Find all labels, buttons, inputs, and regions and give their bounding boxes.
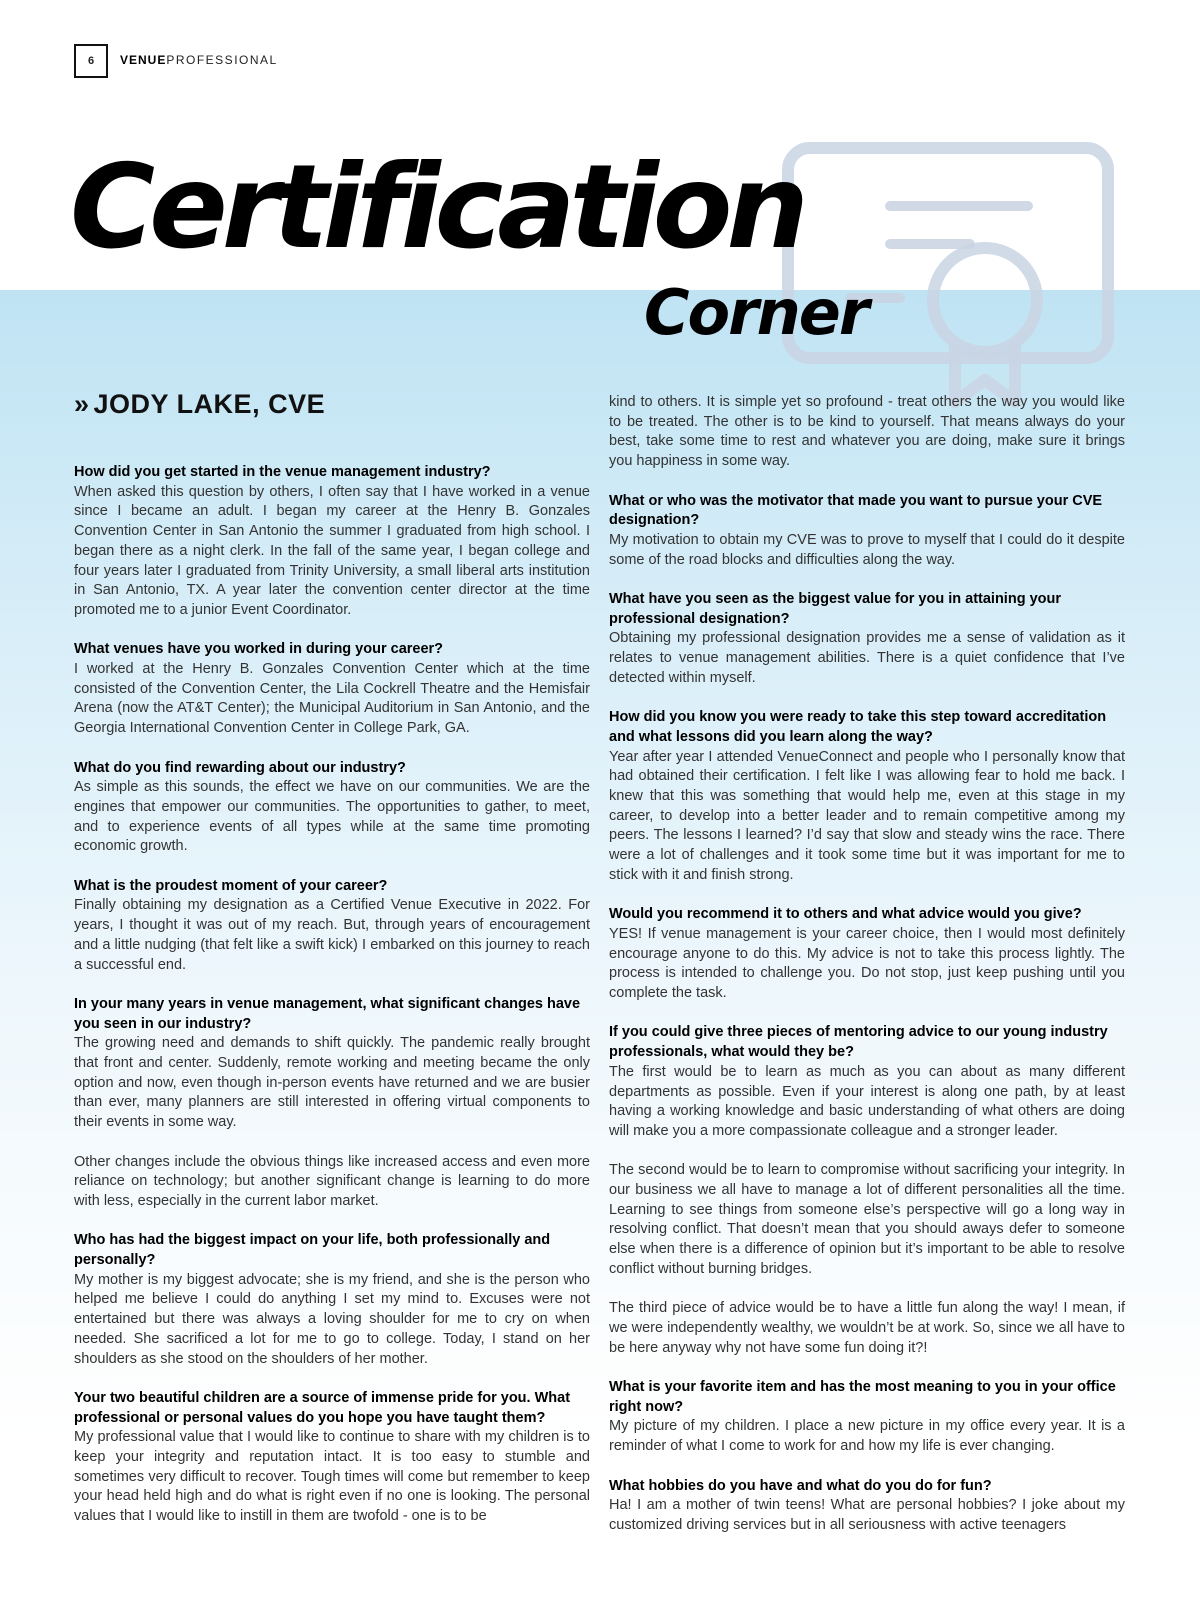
question: What do you find rewarding about our industry? bbox=[74, 759, 406, 776]
answer-continued: The third piece of advice would be to have a little fun along the way! I mean, if we were independently wealthy, we wouldn’t be at work. So, since we all have to be here anyway why not have some fun doing it?! bbox=[609, 1300, 1125, 1356]
answer: My motivation to obtain my CVE was to prove to myself that I could do it despite some of the road blocks and difficulties along the way. bbox=[609, 531, 1125, 568]
answer: Finally obtaining my designation as a Certified Venue Executive in 2022. For years, I thought it was out of my reach. But, through years of encouragement and a little nudging (that felt like a swift kick) I embarked on this journey to reach a successful end. bbox=[74, 897, 590, 973]
question: In your many years in venue management, what significant changes have you seen in our industry? bbox=[74, 995, 581, 1032]
answer: When asked this question by others, I often say that I have worked in a venue since I became an adult. I began my career at the Henry B. Gonzales Convention Center in San Antonio the summer I graduated from high school. I began there as a night clerk. In the fall of the same year, I began college and four years later I graduated from Trinity University, a small liberal arts institution in San Antonio, TX. A year later the convention center director at the time promoted me to a junior Event Coordinator. bbox=[74, 483, 590, 618]
answer-continued: Other changes include the obvious things like increased access and even more reliance on technology; but another significant change is learning to do more with less, especially in the current labor market. bbox=[74, 1153, 590, 1209]
right-column bbox=[609, 393, 1125, 1536]
question: If you could give three pieces of mentoring advice to our young industry professionals, what would they be? bbox=[609, 1024, 1108, 1061]
brand-regular: PROFESSIONAL bbox=[166, 53, 278, 67]
answer: YES! If venue management is your career choice, then I would most definitely encourage anyone to do this. My advice is not to take this process lightly. The process is intended to challenge you. Do not stop, just keep pushing until you complete the task. bbox=[609, 925, 1125, 1002]
question: Your two beautiful children are a source of immense pride for you. What professional or personal values do you hope you have taught them? bbox=[74, 1389, 571, 1426]
answer: Ha! I am a mother of twin teens! What are personal hobbies? I joke about my customized driving services but in all seriousness with active teenagers bbox=[609, 1497, 1125, 1533]
question: What or who was the motivator that made you want to pursue your CVE designation? bbox=[609, 492, 1103, 529]
author-byline bbox=[74, 389, 325, 420]
question: How did you know you were ready to take this step toward accreditation and what lessons did you learn along the way? bbox=[609, 709, 1107, 745]
question: What have you seen as the biggest value for you in attaining your professional designation? bbox=[609, 591, 1061, 627]
question: What venues have you worked in during your career? bbox=[74, 641, 444, 658]
page-title: Certification bbox=[70, 140, 803, 275]
question: What is the proudest moment of your career? bbox=[74, 877, 388, 894]
answer: My mother is my biggest advocate; she is my friend, and she is the person who helped me believe I could do anything I set my mind to. Excuses were not entertained but there was always a loving shoulder for me to cry on when needed. She sacrificed a lot for me to go to college. Today, I stand on her shoulders as she stood on the shoulders of her mother. bbox=[74, 1271, 590, 1367]
question: What hobbies do you have and what do you do for fun? bbox=[609, 1477, 992, 1494]
answer: My picture of my children. I place a new picture in my office every year. It is a reminder of what I come to work for and how my life is ever changing. bbox=[609, 1418, 1125, 1455]
answer: My professional value that I would like to continue to share with my children is to keep your integrity and reputation intact. It is too easy to stumble and sometimes very difficult to recover. Tough times will come but remember to keep your head held high and do what is right even if no one is looking. The personal values that I would like to instill in them are twofold - one is to be bbox=[74, 1429, 590, 1525]
question: Would you recommend it to others and what advice would you give? bbox=[609, 906, 1082, 923]
answer: Year after year I attended VenueConnect and people who I personally know that had obtained their certification. I felt like I was allowing fear to hold me back. I knew that this was something that would help me, even at this stage in my career, to develop into a better leader and to remain competitive among my peers. The lessons I learned? I’d say that slow and steady wins the race. There were a lot of challenges and it took some time but it was important for me to stick with it and finish strong. bbox=[609, 748, 1125, 883]
question: How did you get started in the venue management industry? bbox=[74, 464, 491, 480]
page-number: 6 bbox=[74, 44, 108, 78]
page-subtitle: Corner bbox=[644, 276, 868, 349]
left-column bbox=[74, 463, 590, 1527]
answer: The growing need and demands to shift quickly. The pandemic really brought that front and center. Suddenly, remote working and meeting became the only option and now, even though in-person events have returned and we are busier than ever, many planners are still interested in offering virtual components to their events in some way. bbox=[74, 1035, 590, 1131]
brand-bold: VENUE bbox=[120, 53, 167, 67]
chevron-icon: » bbox=[74, 389, 90, 419]
answer: I worked at the Henry B. Gonzales Convention Center which at the time consisted of the Convention Center, the Lila Cockrell Theatre and the Hemisfair Arena (now the AT&T Center); the Municipal Auditorium in San Antonio, and the Georgia International Convention Center in College Park, GA. bbox=[74, 661, 590, 737]
answer-continued: kind to others. It is simple yet so profound - treat others the way you would like to be treated. The other is to be kind to yourself. That means always do your best, take some time to rest and whatever you are doing, make sure it brings you happiness in some way. bbox=[609, 394, 1125, 470]
answer: Obtaining my professional designation provides me a sense of validation as it relates to venue management abilities. There is a quiet confidence that I’ve detected within myself. bbox=[609, 630, 1125, 686]
question: What is your favorite item and has the most meaning to you in your office right now? bbox=[609, 1379, 1116, 1415]
answer: As simple as this sounds, the effect we have on our communities. We are the engines that empower our communities. The opportunities to gather, to meet, and to experience events of all types while at the same time promoting economic growth. bbox=[74, 779, 590, 855]
answer: The first would be to learn as much as you can about as many different departments as possible. Even if your interest is along one path, by at least having a working knowledge and basic understanding of what others are doing will make you a more compassionate colleague and a stronger leader. bbox=[609, 1063, 1125, 1139]
publication-brand bbox=[120, 53, 278, 67]
author-name: JODY LAKE, CVE bbox=[93, 389, 326, 419]
question: Who has had the biggest impact on your life, both professionally and personally? bbox=[74, 1232, 551, 1269]
certificate-icon bbox=[770, 140, 1150, 410]
answer-continued: The second would be to learn to compromise without sacrificing your integrity. In our business we all have to manage a lot of different personalities all the time. Learning to see things from someone else’s perspective will go a long way in resolving conflict. That doesn’t mean that you should aways defer to someone else when there is a difference of opinion but it’s important to be able to resolve conflict without burning bridges. bbox=[609, 1162, 1125, 1277]
